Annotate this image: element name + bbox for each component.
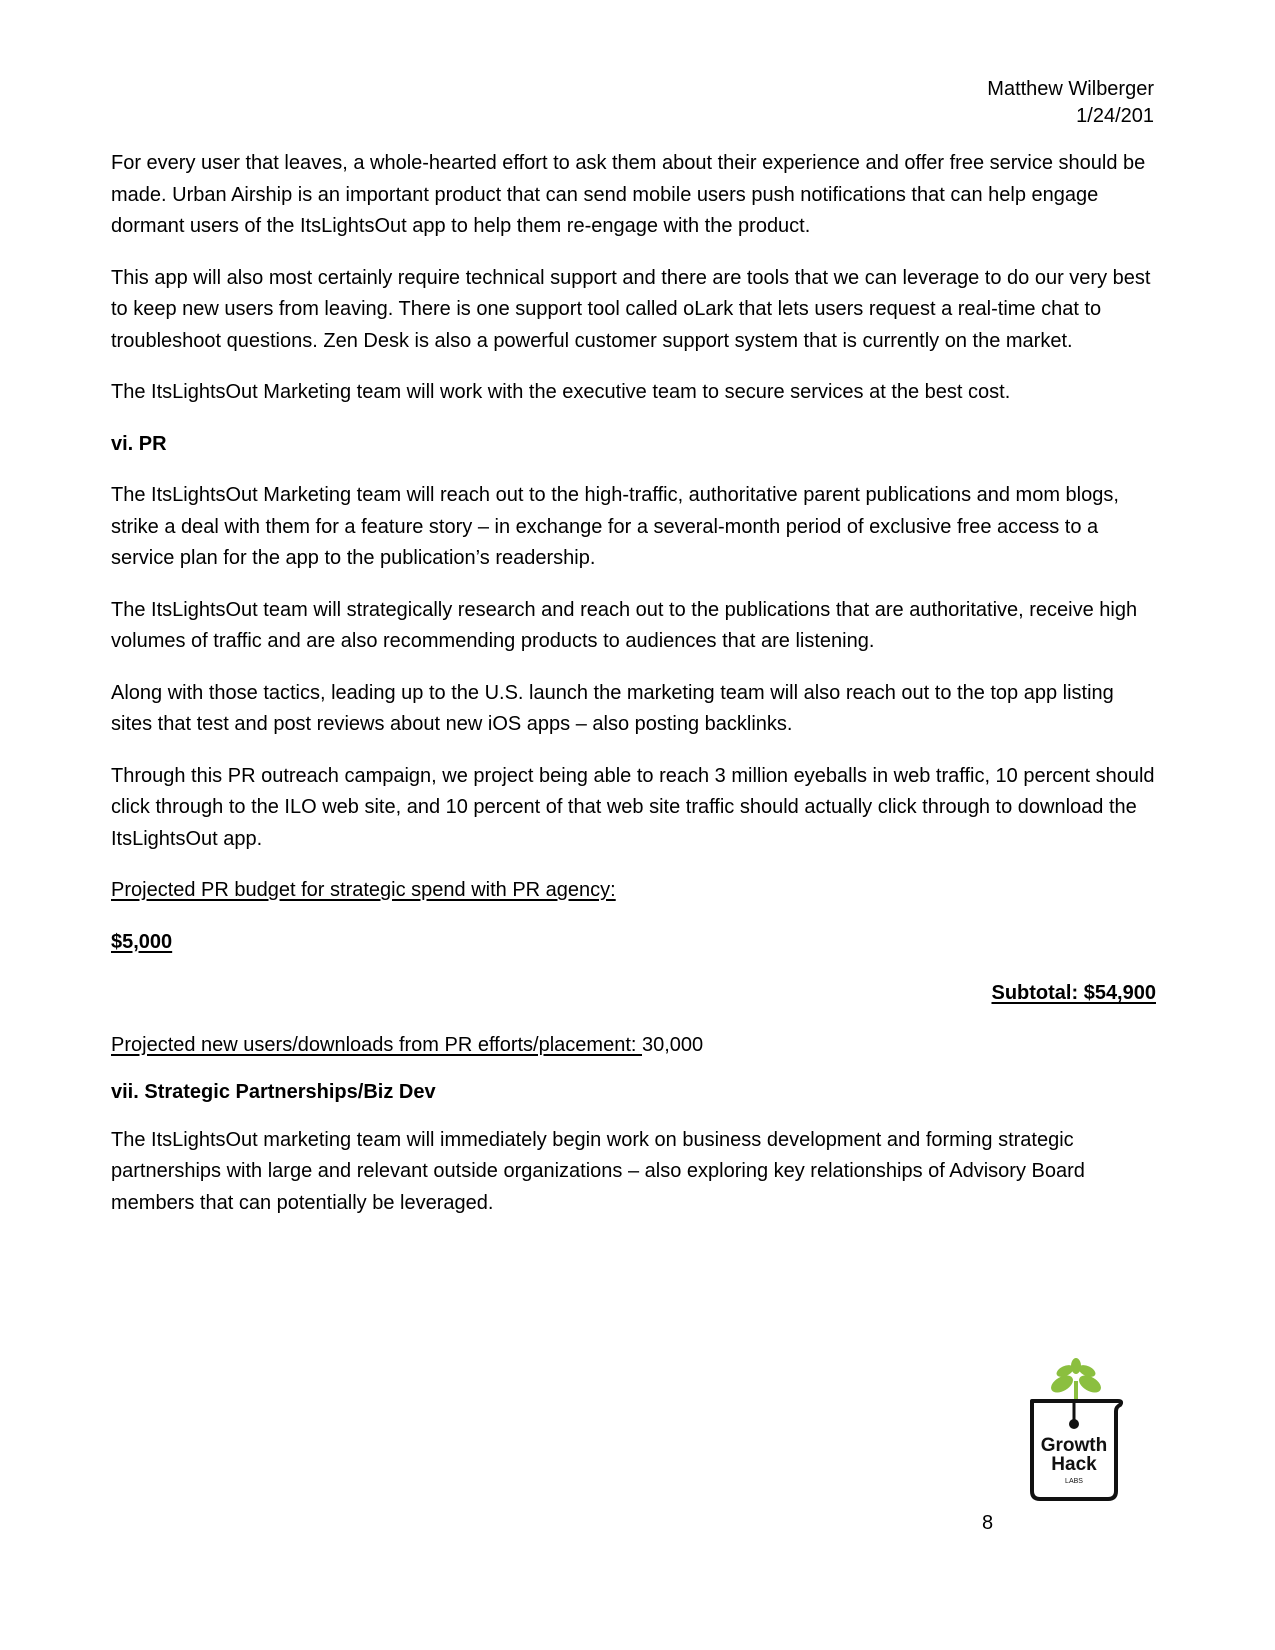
growth-hack-labs-logo: [1026, 1357, 1126, 1505]
paragraph-services-cost: The ItsLightsOut Marketing team will work with the executive team to secure services at the best cost.: [111, 381, 1011, 403]
section-heading-strategic-partnerships: vii. Strategic Partnerships/Biz Dev: [111, 1081, 436, 1103]
projected-users-value: 30,000: [642, 1033, 704, 1056]
paragraph-technical-support: This app will also most certainly require technical support and there are tools that we can leverage to do our very best to keep new users from leaving. There is one support tool called oLark that lets users request a real-time chat to troubleshoot questions. Zen Desk is also a powerful customer support system that is currently on the market.: [111, 266, 1151, 352]
page-number: 8: [982, 1512, 994, 1534]
projected-users-label: Projected new users/downloads from PR efforts/placement:: [111, 1033, 642, 1056]
header-date: 1/24/201: [1076, 105, 1154, 127]
paragraph-pr-research: The ItsLightsOut team will strategically research and reach out to the publications that are authoritative, receive high volumes of traffic and are also recommending products to audiences that are listening.: [111, 598, 1138, 652]
pr-budget-label: Projected PR budget for strategic spend with PR agency:: [111, 879, 616, 901]
document-body: [111, 148, 1156, 1219]
logo-text-labs: LABS: [1065, 1478, 1083, 1485]
paragraph-pr-projection: Through this PR outreach campaign, we project being able to reach 3 million eyeballs in web traffic, 10 percent should click through to the ILO web site, and 10 percent of that web site traffic should actually click through to download the ItsLightsOut app.: [111, 764, 1155, 850]
projected-users-line: [111, 1030, 1156, 1062]
logo-text-hack: Hack: [1051, 1454, 1097, 1475]
logo-graphic: [1026, 1357, 1126, 1505]
subtotal: Subtotal: $54,900: [991, 982, 1156, 1004]
paragraph-pr-tactics: Along with those tactics, leading up to the U.S. launch the marketing team will also reach out to the top app listing sites that test and post reviews about new iOS apps – also posting backlinks.: [111, 681, 1114, 735]
paragraph-user-retention: For every user that leaves, a whole-hearted effort to ask them about their experience and offer free service should be made. Urban Airship is an important product that can send mobile users push notifications that can help engage dormant users of the ItsLightsOut app to help them re-engage with the product.: [111, 152, 1146, 237]
paragraph-biz-dev: The ItsLightsOut marketing team will immediately begin work on business development and forming strategic partnerships with large and relevant outside organizations – also exploring key relationships of Advisory Board members that can potentially be leveraged.: [111, 1128, 1085, 1214]
paragraph-pr-outreach: The ItsLightsOut Marketing team will reach out to the high-traffic, authoritative parent publications and mom blogs, strike a deal with them for a feature story – in exchange for a several-month period of exclusive free access to a service plan for the app to the publication’s readership.: [111, 484, 1119, 569]
pr-budget-value: $5,000: [111, 930, 173, 953]
logo-text-growth: Growth: [1040, 1435, 1108, 1456]
sprout-leaves-icon: [1048, 1358, 1104, 1399]
section-heading-pr: vi. PR: [111, 432, 167, 455]
author-name: Matthew Wilberger: [987, 78, 1154, 100]
page-header: [987, 76, 1154, 130]
